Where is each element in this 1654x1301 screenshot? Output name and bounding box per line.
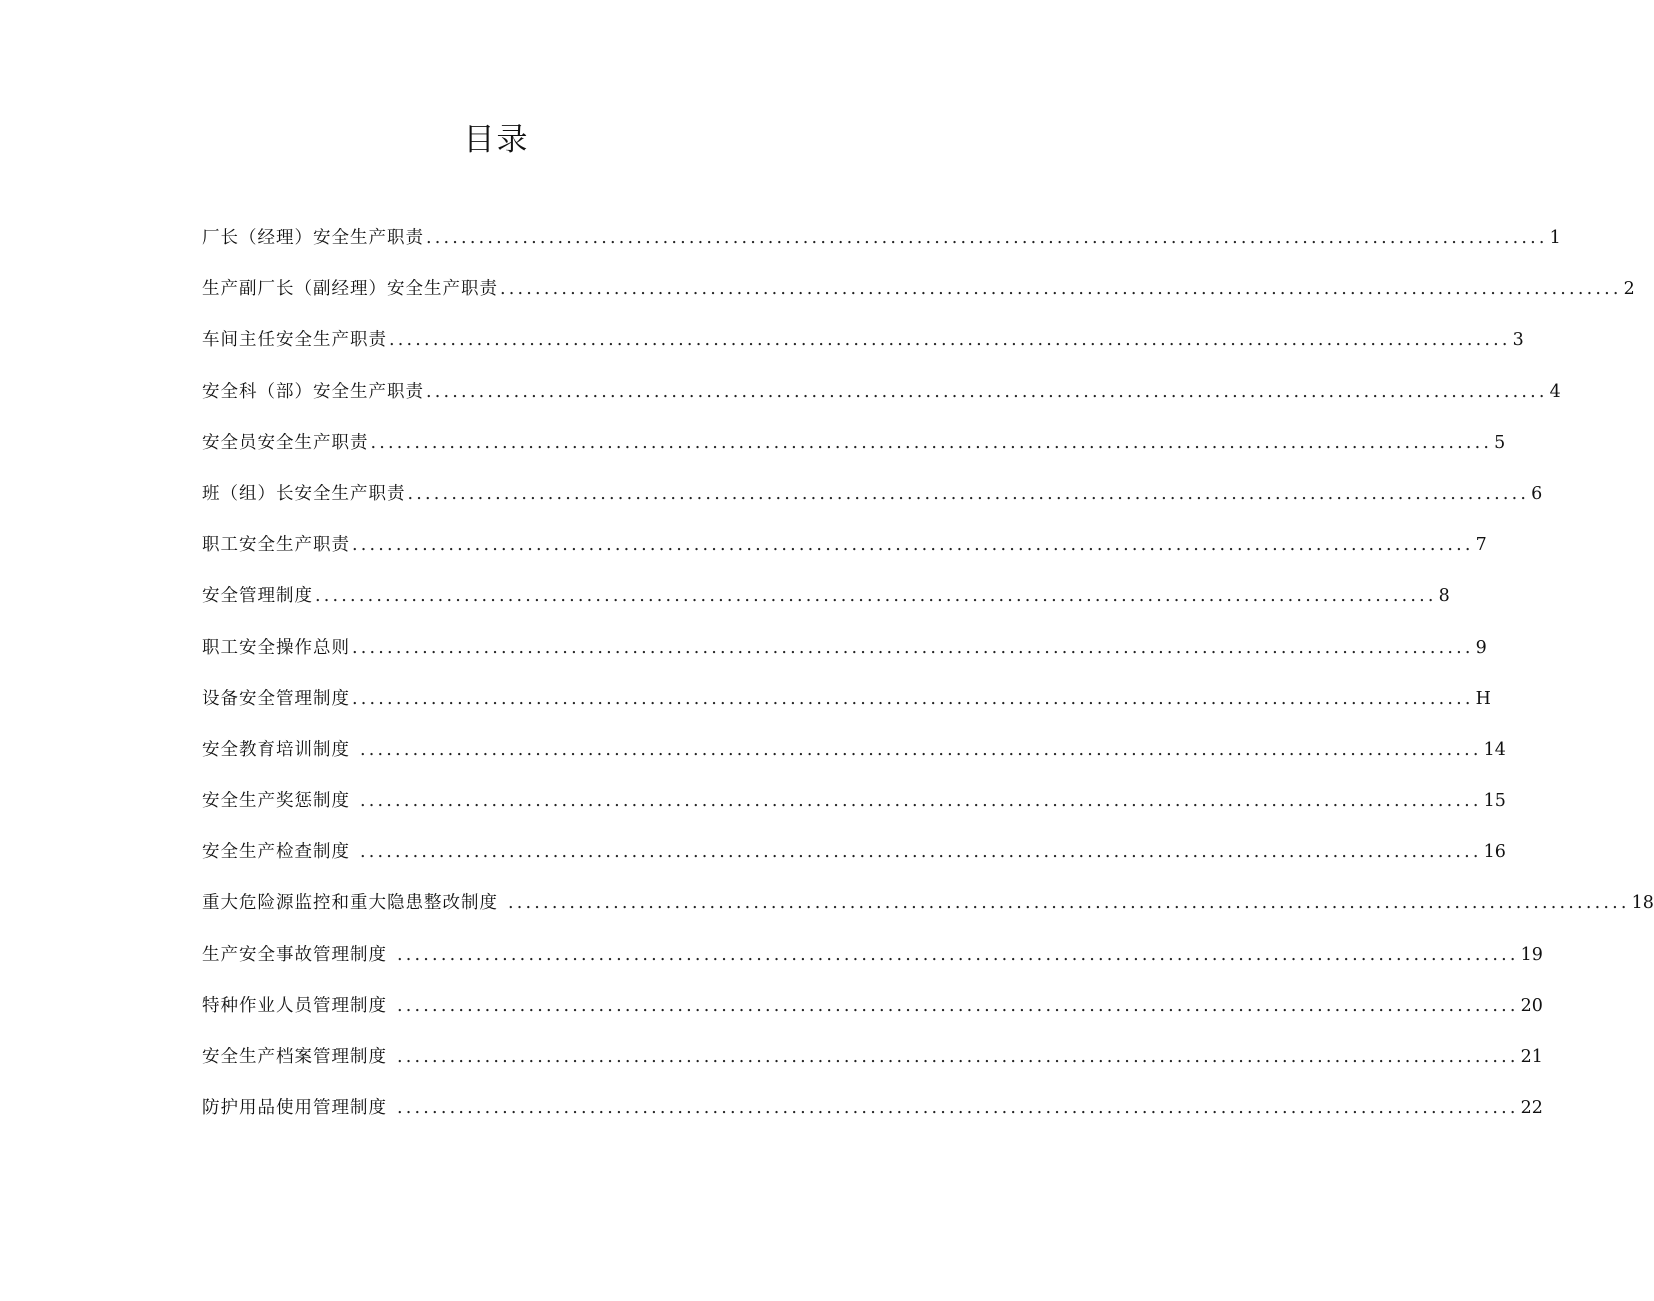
toc-page-number: H — [1475, 688, 1491, 709]
toc-entry — [202, 1083, 1543, 1134]
toc-dot-leader: ................................................................................................................................ — [360, 842, 1482, 863]
toc-page-number: 4 — [1549, 381, 1561, 402]
toc-page-number: 6 — [1531, 483, 1543, 504]
toc-dot-leader: ................................................................................................................................ — [352, 535, 1474, 556]
toc-entry-title: 安全科（部）安全生产职责 — [202, 381, 424, 402]
toc-entry-title: 安全教育培训制度 — [202, 739, 350, 760]
toc-dot-leader: ................................................................................................................................ — [397, 995, 1519, 1016]
toc-entry — [202, 930, 1543, 981]
toc-entry — [202, 264, 1635, 315]
toc-entry — [202, 315, 1524, 366]
toc-entry — [202, 623, 1487, 674]
toc-dot-leader: ................................................................................................................................ — [508, 893, 1630, 914]
toc-page-number: 15 — [1483, 791, 1506, 812]
toc-dot-leader: ................................................................................................................................ — [397, 944, 1519, 965]
toc-dot-leader: ................................................................................................................................ — [352, 688, 1474, 709]
toc-dot-leader: ................................................................................................................................ — [426, 228, 1548, 248]
toc-page-number: 20 — [1520, 995, 1543, 1016]
toc-page-number: 21 — [1520, 1047, 1543, 1067]
toc-dot-leader: ................................................................................................................................ — [397, 1047, 1519, 1067]
toc-page-number: 18 — [1631, 893, 1654, 914]
toc-page-number: 19 — [1520, 944, 1543, 965]
toc-page-number: 3 — [1512, 330, 1524, 351]
toc-page-number: 9 — [1475, 637, 1487, 658]
toc-page-number: 2 — [1623, 279, 1635, 300]
toc-entry-title: 安全生产检查制度 — [202, 842, 350, 863]
toc-entry — [202, 878, 1654, 929]
toc-entry — [202, 776, 1506, 827]
toc-dot-leader: ................................................................................................................................ — [397, 1098, 1519, 1119]
toc-entry — [202, 725, 1506, 776]
toc-entry — [202, 469, 1543, 520]
toc-entry — [202, 520, 1487, 571]
toc-page-number: 5 — [1494, 432, 1506, 453]
toc-entry — [202, 367, 1561, 418]
toc-entry-title: 生产安全事故管理制度 — [202, 944, 387, 965]
toc-entry — [202, 981, 1543, 1032]
toc-entry-title: 安全生产奖惩制度 — [202, 791, 350, 812]
toc-page-number: 1 — [1549, 228, 1561, 248]
toc-dot-leader: ................................................................................................................................ — [360, 739, 1482, 760]
toc-dot-leader: ................................................................................................................................ — [370, 432, 1493, 453]
table-of-contents — [202, 213, 1654, 1134]
toc-entry-title: 班（组）长安全生产职责 — [202, 483, 406, 504]
toc-entry-title: 生产副厂长（副经理）安全生产职责 — [202, 279, 498, 300]
toc-entry — [202, 827, 1506, 878]
toc-entry — [202, 571, 1450, 622]
page-title: 目录 — [463, 122, 530, 158]
toc-entry-title: 重大危险源监控和重大隐患整改制度 — [202, 893, 498, 914]
toc-entry-title: 特种作业人员管理制度 — [202, 995, 387, 1016]
toc-entry-title: 车间主任安全生产职责 — [202, 330, 387, 351]
toc-entry-title: 安全生产档案管理制度 — [202, 1047, 387, 1067]
toc-page-number: 7 — [1475, 535, 1487, 556]
toc-entry-title: 设备安全管理制度 — [202, 688, 350, 709]
toc-entry-title: 厂长（经理）安全生产职责 — [202, 228, 424, 248]
toc-entry — [202, 674, 1491, 725]
toc-entry — [202, 418, 1506, 469]
toc-page-number: 22 — [1520, 1098, 1543, 1119]
toc-page-number: 8 — [1438, 586, 1450, 607]
toc-dot-leader: ................................................................................................................................ — [389, 330, 1511, 351]
toc-entry-title: 职工安全操作总则 — [202, 637, 350, 658]
toc-entry-title: 防护用品使用管理制度 — [202, 1098, 387, 1119]
toc-dot-leader: ................................................................................................................................ — [426, 381, 1548, 402]
toc-entry-title: 安全管理制度 — [202, 586, 313, 607]
toc-entry-title: 职工安全生产职责 — [202, 535, 350, 556]
toc-dot-leader: ................................................................................................................................ — [360, 791, 1482, 812]
toc-dot-leader: ................................................................................................................................ — [500, 279, 1622, 300]
toc-entry-title: 安全员安全生产职责 — [202, 432, 369, 453]
toc-dot-leader: ................................................................................................................................ — [315, 586, 1437, 607]
toc-entry — [202, 1032, 1543, 1083]
toc-dot-leader: ................................................................................................................................ — [407, 483, 1530, 504]
toc-dot-leader: ................................................................................................................................ — [352, 637, 1474, 658]
toc-page-number: 16 — [1483, 842, 1506, 863]
toc-entry — [202, 213, 1561, 264]
toc-page-number: 14 — [1483, 739, 1506, 760]
